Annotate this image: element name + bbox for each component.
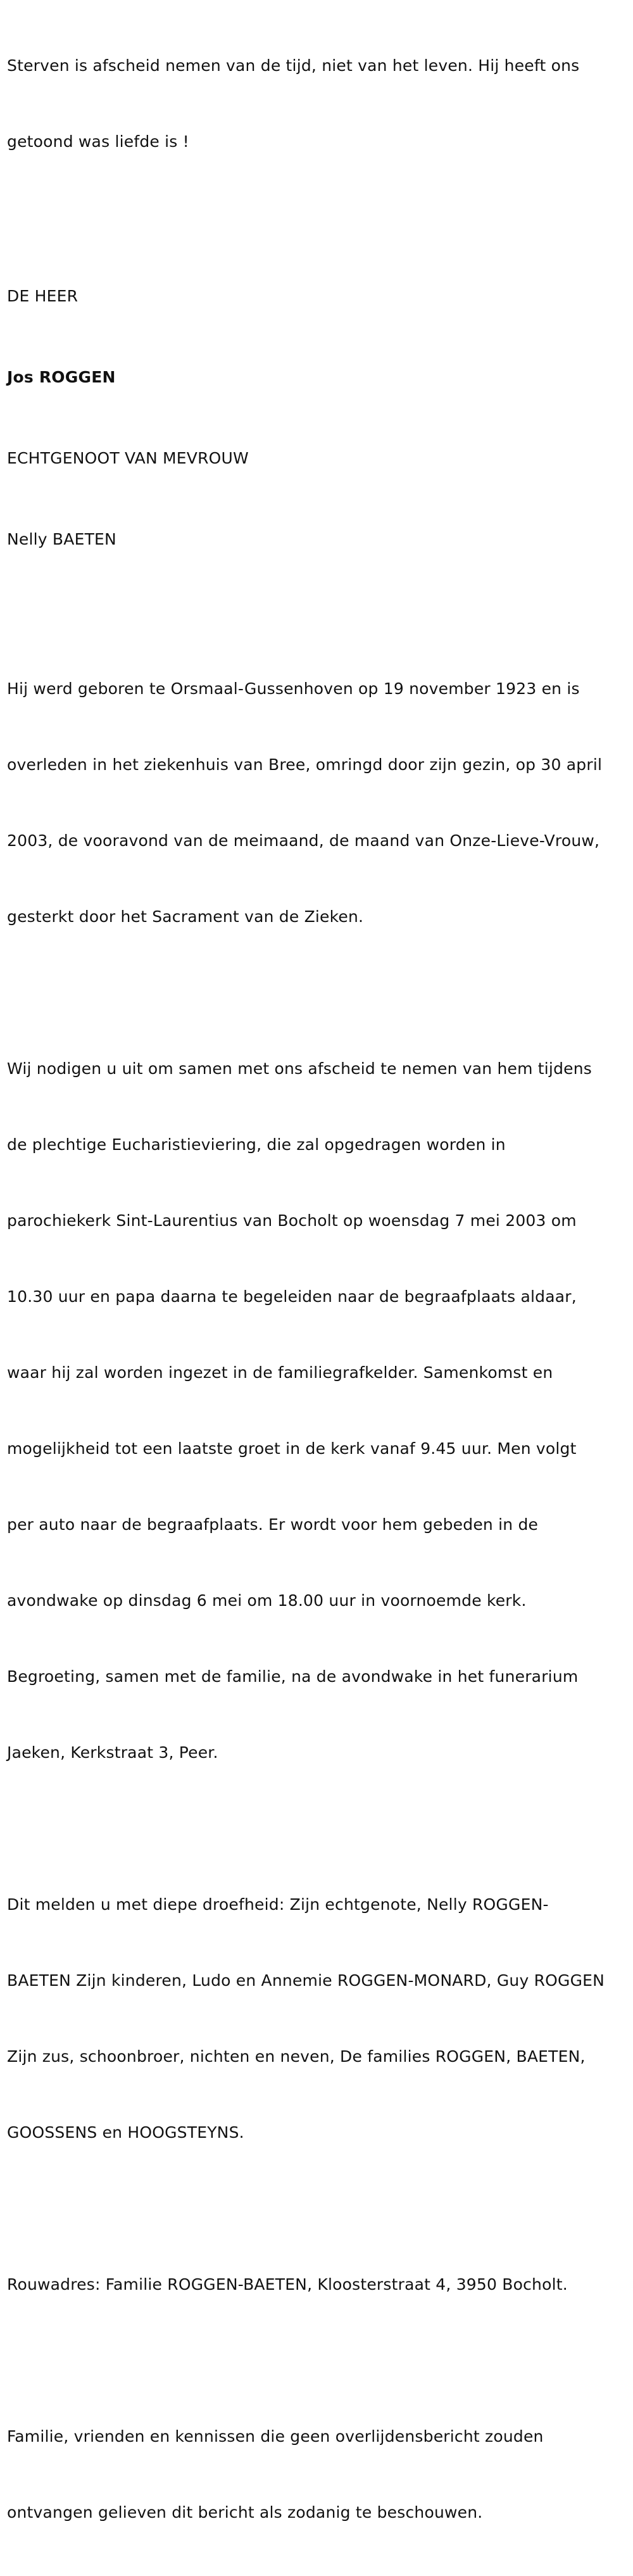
paragraph-line: parochiekerk Sint-Laurentius van Bocholt op woensdag 7 mei 2003 om (7, 1211, 577, 1230)
paragraph-line: Zijn zus, schoonbroer, nichten en neven, De families ROGGEN, BAETEN, (7, 2047, 586, 2066)
paragraph-line: gesterkt door het Sacrament van de Zieken. (7, 907, 364, 926)
invitation-paragraph (7, 1006, 627, 1816)
title-line: DE HEER (7, 287, 78, 305)
paragraph-line: mogelijkheid tot een laatste groet in de kerk vanaf 9.45 uur. Men volgt (7, 1439, 577, 1458)
intro-line: getoond was liefde is ! (7, 132, 189, 151)
deceased-header (7, 230, 627, 605)
paragraph-line: ontvangen gelieven dit bericht als zodanig te beschouwen. (7, 2503, 483, 2522)
paragraph-line: GOOSSENS en HOOGSTEYNS. (7, 2123, 244, 2142)
spacer (7, 1816, 627, 1841)
spacer (7, 2348, 627, 2373)
paragraph-line: Dit melden u met diepe droefheid: Zijn echtgenote, Nelly ROGGEN- (7, 1895, 549, 1914)
relation-line: ECHTGENOOT VAN MEVROUW (7, 449, 249, 467)
intro-line: Sterven is afscheid nemen van de tijd, niet van het leven. Hij heeft ons (7, 56, 580, 75)
paragraph-line: Wij nodigen u uit om samen met ons afscheid te nemen van hem tijdens (7, 1059, 592, 1078)
paragraph-line: Familie, vrienden en kennissen die geen overlijdensbericht zouden (7, 2427, 544, 2446)
paragraph-line: Jaeken, Kerkstraat 3, Peer. (7, 1743, 218, 1762)
paragraph-line: BAETEN Zijn kinderen, Ludo en Annemie ROGGEN-MONARD, Guy ROGGEN (7, 1971, 605, 1990)
paragraph-line: 2003, de vooravond van de meimaand, de maand van Onze-Lieve-Vrouw, (7, 831, 600, 850)
paragraph-line: avondwake op dinsdag 6 mei om 18.00 uur in voornoemde kerk. (7, 1591, 527, 1610)
closing-paragraph (7, 2373, 627, 2576)
address-line: Rouwadres: Familie ROGGEN-BAETEN, Kloosterstraat 4, 3950 Bocholt. (7, 2275, 568, 2294)
birth-death-paragraph (7, 626, 627, 980)
paragraph-line: de plechtige Eucharistieviering, die zal opgedragen worden in (7, 1135, 506, 1154)
spouse-name: Nelly BAETEN (7, 530, 116, 548)
family-paragraph (7, 1841, 627, 2196)
spacer (7, 605, 627, 626)
paragraph-line: per auto naar de begraafplaats. Er wordt voor hem gebeden in de (7, 1515, 539, 1534)
spacer (7, 980, 627, 1006)
paragraph-line: overleden in het ziekenhuis van Bree, omringd door zijn gezin, op 30 april (7, 755, 603, 774)
paragraph-line: 10.30 uur en papa daarna te begeleiden naar de begraafplaats aldaar, (7, 1287, 577, 1306)
obituary-document (7, 3, 627, 2576)
spacer (7, 2196, 627, 2221)
paragraph-line: waar hij zal worden ingezet in de familiegrafkelder. Samenkomst en (7, 1363, 553, 1382)
spacer (7, 205, 627, 230)
paragraph-line: Begroeting, samen met de familie, na de avondwake in het funerarium (7, 1667, 579, 1686)
paragraph-line: Hij werd geboren te Orsmaal-Gussenhoven op 19 november 1923 en is (7, 679, 580, 698)
intro-quote (7, 3, 627, 205)
mourning-address (7, 2221, 627, 2348)
deceased-name: Jos ROGGEN (7, 368, 116, 386)
